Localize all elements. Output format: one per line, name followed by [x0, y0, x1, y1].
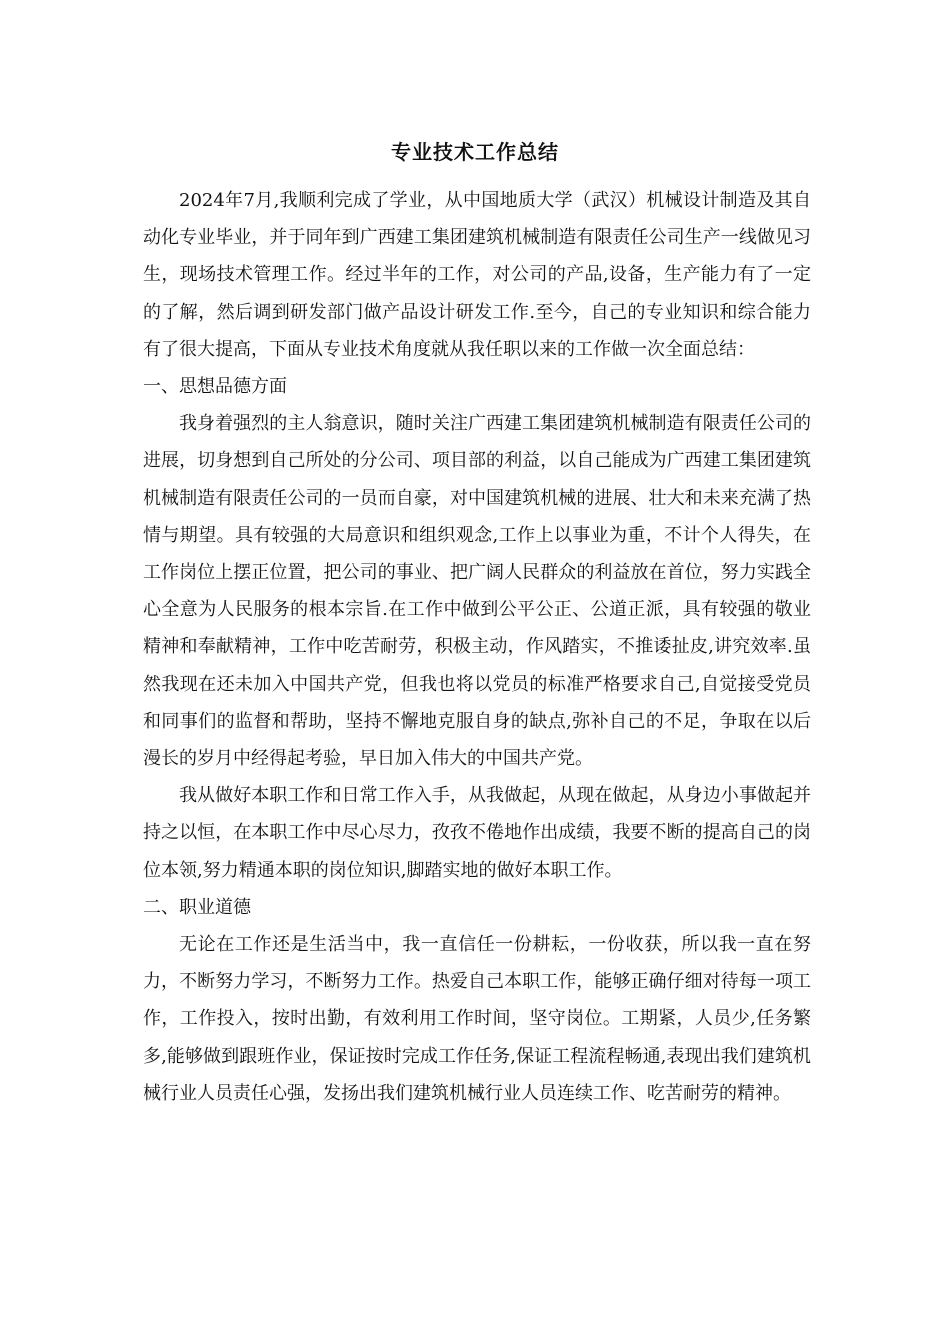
intro-paragraph: 2024年7月,我顺利完成了学业，从中国地质大学（武汉）机械设计制造及其自动化专业毕业，并于同年到广西建工集团建筑机械制造有限责任公司生产一线做见习生，现场技术管理工作。经过半年的工作，对公司的产品,设备，生产能力有了一定的了解，然后调到研发部门做产品设计研发工作.至今，自己的专业知识和综合能力有了很大提高，下面从专业技术角度就从我任职以来的工作做一次全面总结：	[143, 190, 811, 360]
ideology-paragraph-1: 我身着强烈的主人翁意识，随时关注广西建工集团建筑机械制造有限责任公司的进展，切身想到自己所处的分公司、项目部的利益，以自己能成为广西建工集团建筑机械制造有限责任公司的一员而自豪，对中国建筑机械的进展、壮大和未来充满了热情与期望。具有较强的大局意识和组织观念,工作上以事业为重，不计个人得失，在工作岗位上摆正位置，把公司的事业、把广阔人民群众的利益放在首位，努力实践全心全意为人民服务的根本宗旨.在工作中做到公平公正、公道正派，具有较强的敬业精神和奉献精神，工作中吃苦耐劳，积极主动，作风踏实，不推诿扯皮,讲究效率.虽然我现在还未加入中国共产党，但我也将以党员的标准严格要求自己,自觉接受党员和同事们的监督和帮助，坚持不懈地克服自身的缺点,弥补自己的不足，争取在以后漫长的岁月中经得起考验，早日加入伟大的中国共产党。	[143, 413, 811, 770]
section-heading-ideology: 一、思想品德方面	[143, 376, 287, 398]
document-title: 专业技术工作总结	[391, 140, 559, 164]
document-body	[143, 182, 811, 1112]
section-heading-ethics: 二、职业道德	[143, 896, 251, 918]
ethics-paragraph: 无论在工作还是生活当中，我一直信任一份耕耘，一份收获，所以我一直在努力，不断努力学习，不断努力工作。热爱自己本职工作，能够正确仔细对待每一项工作，工作投入，按时出勤，有效利用工作时间，坚守岗位。工期紧，人员少,任务繁多,能够做到跟班作业，保证按时完成工作任务,保证工程流程畅通,表现出我们建筑机械行业人员责任心强，发扬出我们建筑机械行业人员连续工作、吃苦耐劳的精神。	[143, 934, 811, 1104]
ideology-paragraph-2: 我从做好本职工作和日常工作入手，从我做起，从现在做起，从身边小事做起并持之以恒，在本职工作中尽心尽力，孜孜不倦地作出成绩，我要不断的提高自己的岗位本领,努力精通本职的岗位知识,脚踏实地的做好本职工作。	[143, 785, 811, 881]
